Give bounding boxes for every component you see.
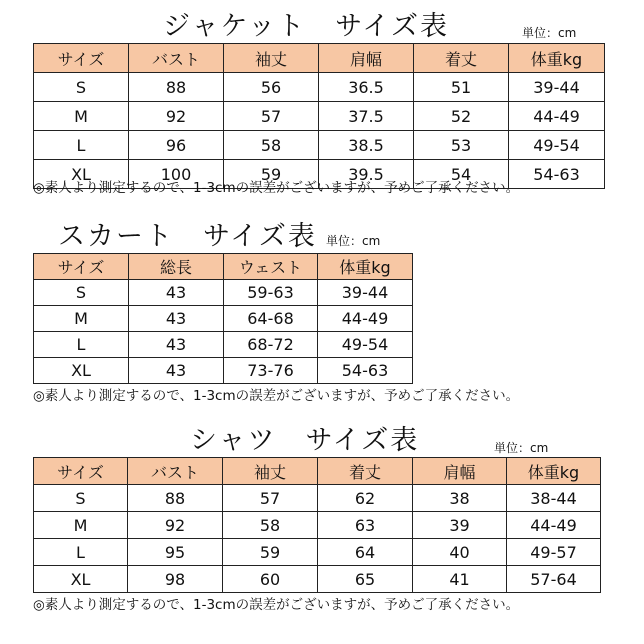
table-cell: 41: [413, 566, 507, 593]
table-cell: M: [34, 306, 129, 332]
table-cell: 43: [129, 280, 224, 306]
table-cell: 88: [129, 73, 224, 102]
table-cell: 36.5: [319, 73, 414, 102]
table-cell: 51: [414, 73, 509, 102]
table-cell: S: [34, 485, 128, 512]
table-cell: 44-49: [507, 512, 601, 539]
table-cell: 38: [413, 485, 507, 512]
table-cell: XL: [34, 160, 129, 189]
table-cell: M: [34, 512, 128, 539]
jacket-header-row: [34, 44, 605, 73]
table-cell: S: [34, 73, 129, 102]
table-row: [34, 73, 605, 102]
column-header: 肩幅: [413, 458, 507, 485]
table-row: [34, 566, 601, 593]
table-row: [34, 539, 601, 566]
jacket-size-chart-title: ジャケット サイズ表: [163, 11, 449, 42]
jacket-measurement-note: ◎素人より測定するので、1-3cmの誤差がございますが、予めご了承ください。: [33, 180, 520, 196]
table-cell: 63: [318, 512, 413, 539]
table-cell: XL: [34, 358, 129, 384]
skirt-header-row: [34, 254, 413, 280]
table-row: [34, 280, 413, 306]
table-row: [34, 358, 413, 384]
table-cell: 59: [223, 539, 318, 566]
column-header: 着丈: [318, 458, 413, 485]
table-cell: 88: [128, 485, 223, 512]
table-cell: 39-44: [318, 280, 413, 306]
shirt-size-chart-title: シャツ サイズ表: [190, 425, 420, 456]
table-row: [34, 306, 413, 332]
table-cell: 58: [223, 512, 318, 539]
table-cell: 96: [129, 131, 224, 160]
shirt-header-row: [34, 458, 601, 485]
table-cell: XL: [34, 566, 128, 593]
column-header: 体重kg: [509, 44, 605, 73]
table-cell: 53: [414, 131, 509, 160]
table-cell: 64: [318, 539, 413, 566]
skirt-size-table: [33, 253, 413, 384]
table-cell: 52: [414, 102, 509, 131]
skirt-size-chart-title: スカート サイズ表: [58, 221, 317, 252]
jacket-size-table: [33, 43, 605, 189]
column-header: サイズ: [34, 458, 128, 485]
table-cell: 65: [318, 566, 413, 593]
table-cell: 38.5: [319, 131, 414, 160]
table-row: [34, 131, 605, 160]
table-cell: 43: [129, 358, 224, 384]
table-cell: 92: [129, 102, 224, 131]
table-cell: 95: [128, 539, 223, 566]
table-cell: L: [34, 539, 128, 566]
table-cell: 98: [128, 566, 223, 593]
table-row: [34, 102, 605, 131]
skirt-measurement-note: ◎素人より測定するので、1-3cmの誤差がございますが、予めご了承ください。: [33, 388, 520, 404]
table-cell: 57: [223, 485, 318, 512]
column-header: 肩幅: [319, 44, 414, 73]
table-cell: 54: [414, 160, 509, 189]
table-cell: 44-49: [318, 306, 413, 332]
table-cell: 49-54: [509, 131, 605, 160]
table-cell: 100: [129, 160, 224, 189]
table-cell: 64-68: [224, 306, 318, 332]
column-header: 袖丈: [223, 458, 318, 485]
table-cell: 39-44: [509, 73, 605, 102]
table-cell: L: [34, 131, 129, 160]
table-cell: 57-64: [507, 566, 601, 593]
table-cell: 37.5: [319, 102, 414, 131]
column-header: 袖丈: [224, 44, 319, 73]
table-cell: 62: [318, 485, 413, 512]
table-cell: 56: [224, 73, 319, 102]
table-cell: 54-63: [509, 160, 605, 189]
shirt-size-table: [33, 457, 601, 593]
table-row: [34, 332, 413, 358]
table-cell: 68-72: [224, 332, 318, 358]
table-cell: 59-63: [224, 280, 318, 306]
table-cell: 49-54: [318, 332, 413, 358]
table-cell: 43: [129, 306, 224, 332]
table-cell: M: [34, 102, 129, 131]
table-cell: 49-57: [507, 539, 601, 566]
table-cell: 40: [413, 539, 507, 566]
table-cell: 39.5: [319, 160, 414, 189]
column-header: サイズ: [34, 44, 129, 73]
jacket-unit-label: 単位：cm: [522, 26, 577, 40]
table-cell: 38-44: [507, 485, 601, 512]
table-row: [34, 512, 601, 539]
table-cell: 54-63: [318, 358, 413, 384]
table-cell: 44-49: [509, 102, 605, 131]
table-cell: L: [34, 332, 129, 358]
column-header: 着丈: [414, 44, 509, 73]
table-cell: 43: [129, 332, 224, 358]
column-header: バスト: [128, 458, 223, 485]
table-cell: S: [34, 280, 129, 306]
table-cell: 59: [224, 160, 319, 189]
column-header: 体重kg: [507, 458, 601, 485]
column-header: バスト: [129, 44, 224, 73]
table-cell: 73-76: [224, 358, 318, 384]
shirt-unit-label: 単位：cm: [494, 441, 549, 455]
table-cell: 60: [223, 566, 318, 593]
column-header: サイズ: [34, 254, 129, 280]
table-cell: 92: [128, 512, 223, 539]
table-row: [34, 485, 601, 512]
column-header: 体重kg: [318, 254, 413, 280]
shirt-measurement-note: ◎素人より測定するので、1-3cmの誤差がございますが、予めご了承ください。: [33, 597, 520, 613]
table-cell: 39: [413, 512, 507, 539]
column-header: 総長: [129, 254, 224, 280]
column-header: ウェスト: [224, 254, 318, 280]
table-cell: 57: [224, 102, 319, 131]
skirt-unit-label: 単位：cm: [326, 234, 381, 248]
table-cell: 58: [224, 131, 319, 160]
